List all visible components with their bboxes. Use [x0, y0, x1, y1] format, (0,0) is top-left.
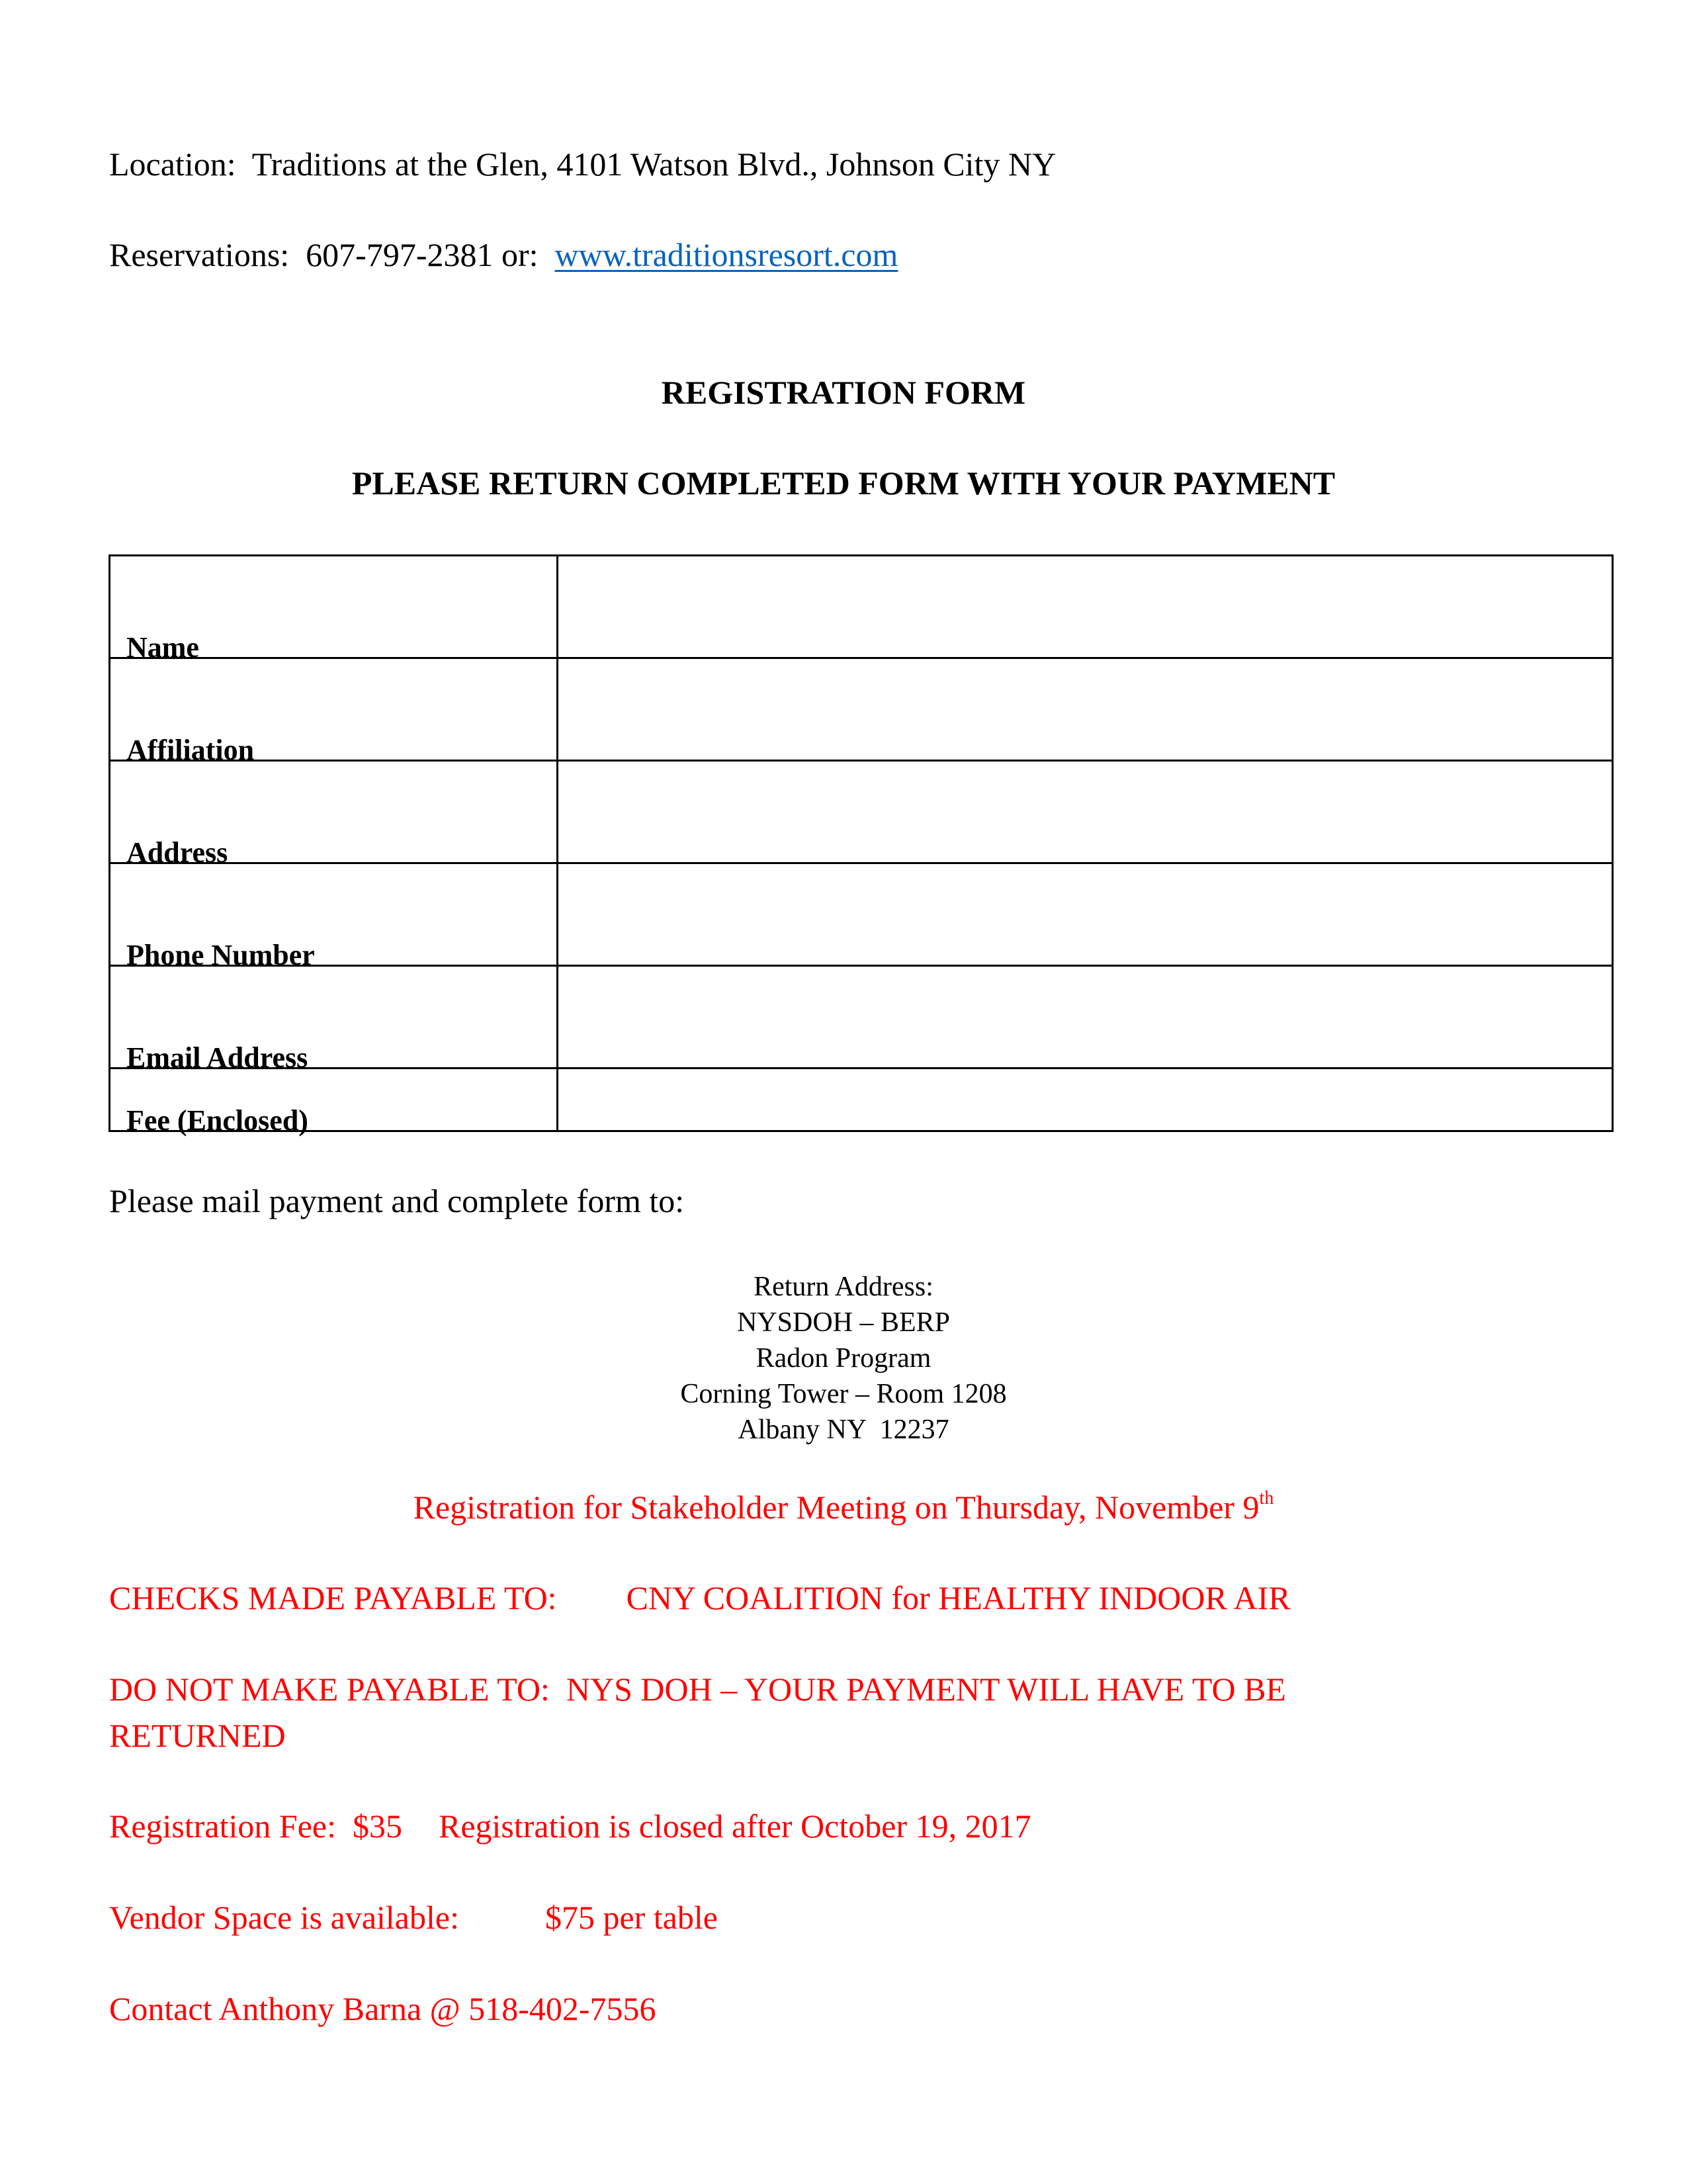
reservations-line — [109, 235, 898, 275]
form-row-email — [110, 966, 1613, 1069]
registration-table — [108, 554, 1614, 1137]
mail-instruction: Please mail payment and complete form to: — [109, 1182, 685, 1219]
field-label: Email Address — [110, 966, 558, 1069]
location-label: Location: — [109, 146, 236, 183]
phone-input-cell[interactable] — [558, 863, 1613, 966]
field-label: Name — [110, 556, 558, 658]
address-input-cell[interactable] — [558, 761, 1613, 863]
affiliation-input-cell[interactable] — [558, 658, 1613, 761]
do-not-pay-line-1: DO NOT MAKE PAYABLE TO: NYS DOH – YOUR PAYMENT WILL HAVE TO BE — [109, 1671, 1286, 1708]
reservations-phone: 607-797-2381 or: — [306, 236, 539, 273]
location-line — [109, 144, 1056, 184]
name-input-cell[interactable] — [558, 556, 1613, 658]
return-address-line: Corning Tower – Room 1208 — [680, 1379, 1007, 1409]
return-address-line: Albany NY 12237 — [738, 1415, 949, 1445]
vendor-line — [109, 1898, 718, 1937]
do-not-pay-line-2: RETURNED — [109, 1717, 286, 1754]
form-row-affiliation — [110, 658, 1613, 761]
form-row-phone — [110, 863, 1613, 966]
checks-payee: CNY COALITION for HEALTHY INDOOR AIR — [626, 1579, 1291, 1616]
field-label: Phone Number — [110, 863, 558, 966]
checks-payable-line — [109, 1578, 1291, 1618]
location-value: Traditions at the Glen, 4101 Watson Blvd., Johnson City NY — [251, 146, 1057, 183]
field-label: Fee (Enclosed) — [110, 1069, 558, 1131]
return-address-heading: Return Address: — [754, 1272, 933, 1302]
form-title: REGISTRATION FORM — [661, 374, 1026, 411]
meeting-notice-text: Registration for Stakeholder Meeting on Thursday, November 9 — [413, 1489, 1260, 1526]
email-input-cell[interactable] — [558, 966, 1613, 1069]
form-row-fee — [110, 1069, 1613, 1131]
form-row-name — [110, 556, 1613, 658]
reservations-label: Reservations: — [109, 236, 290, 273]
registration-fee-line — [109, 1806, 1031, 1846]
meeting-notice — [0, 1487, 1687, 1527]
registration-deadline: Registration is closed after October 19, 2017 — [439, 1808, 1031, 1845]
meeting-ordinal: th — [1259, 1488, 1274, 1508]
field-label: Affiliation — [110, 658, 558, 761]
field-label: Address — [110, 761, 558, 863]
reservations-link[interactable]: www.traditionsresort.com — [554, 236, 898, 273]
registration-fee: Registration Fee: $35 — [109, 1808, 402, 1845]
form-subtitle: PLEASE RETURN COMPLETED FORM WITH YOUR PAYMENT — [351, 464, 1336, 502]
return-address-line: Radon Program — [756, 1343, 931, 1374]
vendor-price: $75 per table — [544, 1899, 718, 1936]
form-row-address — [110, 761, 1613, 863]
contact-line: Contact Anthony Barna @ 518-402-7556 — [109, 1990, 656, 2027]
checks-label: CHECKS MADE PAYABLE TO: — [109, 1579, 557, 1616]
return-address-line: NYSDOH – BERP — [736, 1307, 951, 1338]
vendor-label: Vendor Space is available: — [109, 1899, 459, 1936]
fee-input-cell[interactable] — [558, 1069, 1613, 1131]
